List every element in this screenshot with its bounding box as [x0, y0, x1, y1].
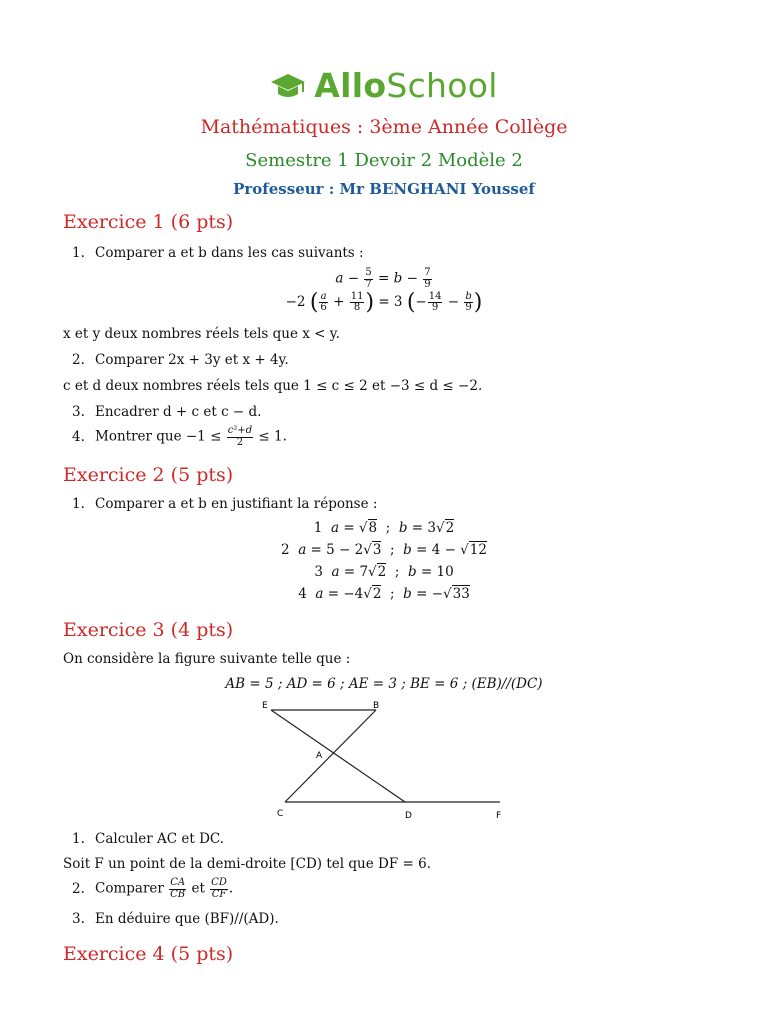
- ex1-xy-statement: x et y deux nombres réels tels que x < y.: [63, 326, 340, 342]
- exercise-2-title: Exercice 2 (5 pts): [63, 464, 234, 486]
- point-d-label: D: [405, 811, 412, 821]
- point-b-label: B: [373, 701, 380, 711]
- subject-title: Mathématiques : 3ème Année Collège: [200, 116, 568, 138]
- ex1-equation-1: a − $\frac{5}{7}$ = b − $\frac{7}{9}$: [335, 267, 431, 290]
- ex1-question-4: 4. Montrer que −1 ≤ $\frac{\text{c²+d}}{2}$ ≤ 1.: [72, 425, 287, 448]
- ex3-question-3: 3. En déduire que (BF)//(AD).: [72, 911, 279, 927]
- exercise-1-title: Exercice 1 (6 pts): [63, 211, 234, 233]
- geometry-figure: [250, 694, 520, 824]
- professor-name: Professeur : Mr BENGHANI Youssef: [233, 180, 535, 198]
- ex3-given-values: AB = 5 ; AD = 6 ; AE = 3 ; BE = 6 ; (EB)//(DC): [225, 676, 543, 692]
- exercise-4-title: Exercice 4 (5 pts): [63, 943, 234, 965]
- ex3-question-2: 2. Comparer $\frac{CA}{CB}$ et $\frac{CD}{CF}$ .: [72, 877, 234, 900]
- point-a-label: A: [316, 751, 323, 761]
- ex2-case-3: 3 a = 7√2 ; b = 10: [314, 564, 454, 580]
- ex2-case-4: 4 a = −4√2 ; b = −√33: [298, 586, 470, 602]
- ex1-equation-2: −2 ( $\frac{a}{6}$ + $\frac{11}{8}$ ) = 3 (− $\frac{14}{9}$ − $\frac{b}{9}$ ): [285, 290, 483, 315]
- ex1-question-1: 1. Comparer a et b dans les cas suivants :: [72, 245, 364, 261]
- graduation-cap-icon: [270, 71, 306, 101]
- semester-title: Semestre 1 Devoir 2 Modèle 2: [245, 150, 523, 171]
- logo-text: AlloSchool: [314, 66, 498, 105]
- exercise-3-title: Exercice 3 (4 pts): [63, 619, 234, 641]
- point-f-label: F: [496, 811, 502, 821]
- ex2-case-1: 1 a = √8 ; b = 3√2: [313, 520, 455, 536]
- ex1-cd-statement: c et d deux nombres réels tels que 1 ≤ c ≤ 2 et −3 ≤ d ≤ −2.: [63, 378, 483, 394]
- ex3-question-1: 1. Calculer AC et DC.: [72, 831, 225, 847]
- ex3-f-statement: Soit F un point de la demi-droite [CD) tel que DF = 6.: [63, 856, 431, 872]
- point-c-label: C: [277, 809, 284, 819]
- logo: [0, 66, 768, 105]
- ex1-question-3: 3. Encadrer d + c et c − d.: [72, 404, 262, 420]
- ex2-question-1: 1. Comparer a et b en justifiant la réponse :: [72, 496, 378, 512]
- ex2-case-2: 2 a = 5 − 2√3 ; b = 4 − √12: [281, 542, 487, 558]
- ex1-question-2: 2. Comparer 2x + 3y et x + 4y.: [72, 352, 289, 368]
- ex3-intro: On considère la figure suivante telle que :: [63, 651, 351, 667]
- point-e-label: E: [262, 701, 268, 711]
